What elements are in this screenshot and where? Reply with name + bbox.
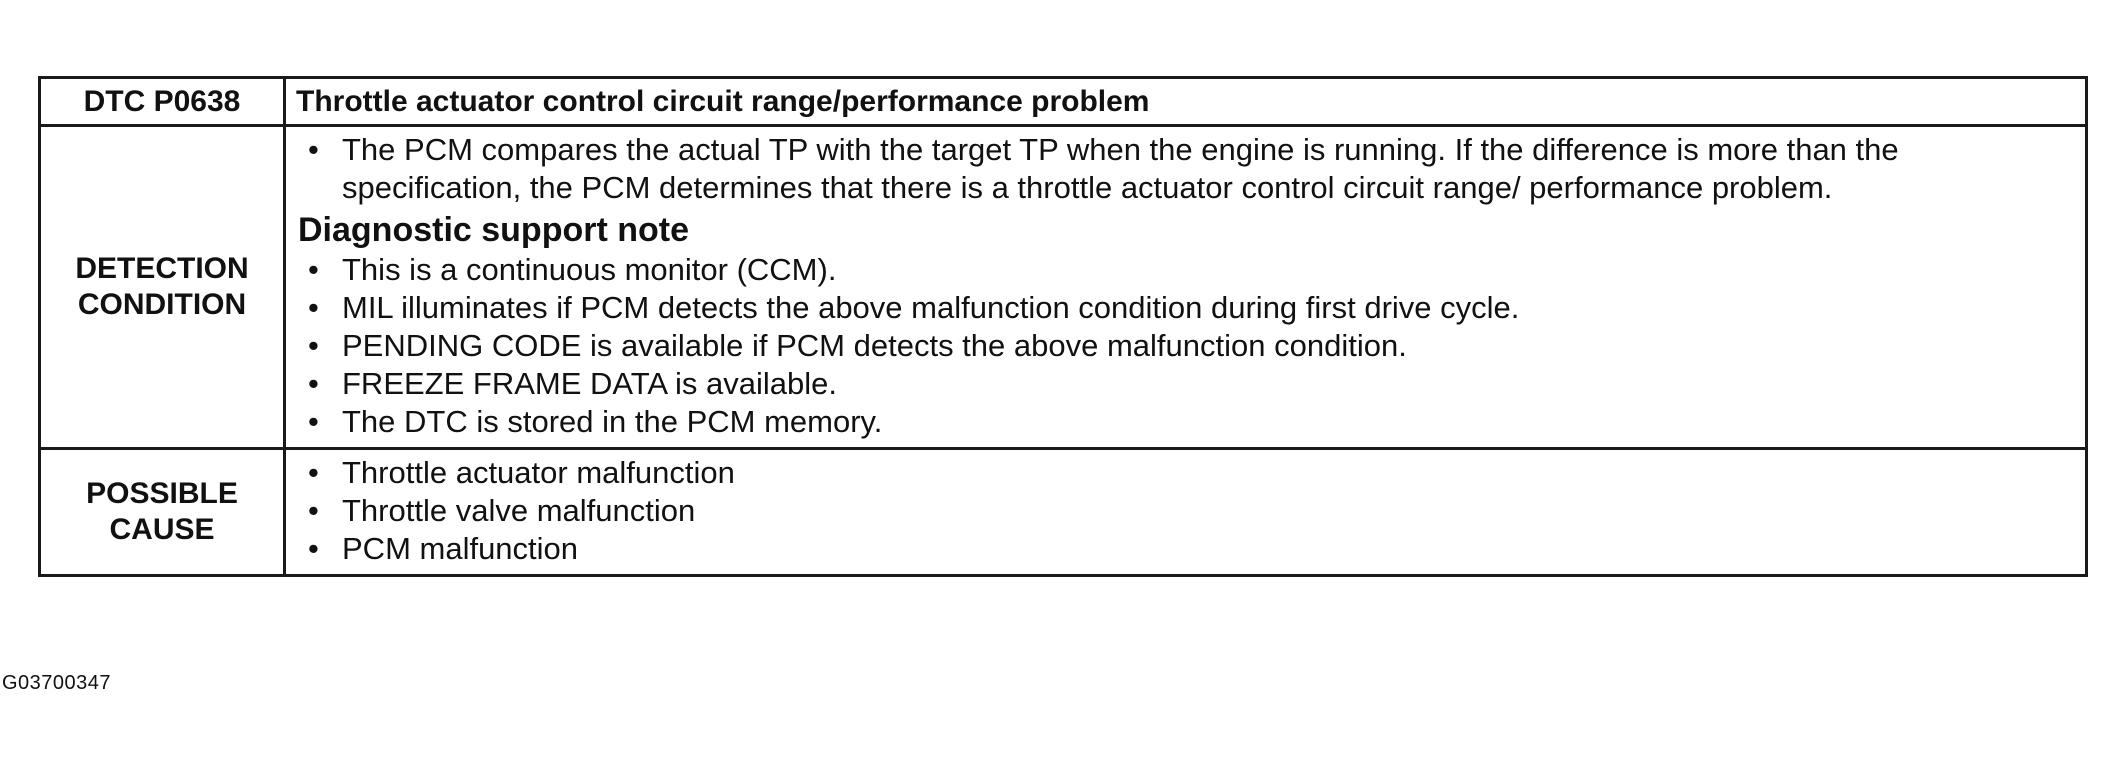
diagnostic-support-list — [298, 251, 2075, 441]
list-item: • Throttle actuator malfunction — [298, 454, 2075, 492]
list-item: • The DTC is stored in the PCM memory. — [298, 403, 2075, 441]
list-item: • MIL illuminates if PCM detects the above malfunction condition during first drive cycle. — [298, 289, 2075, 327]
list-item: • The PCM compares the actual TP with the target TP when the engine is running. If the difference is more than the specification, the PCM determines that there is a throttle actuator control circuit range/ performance problem. — [298, 131, 2075, 207]
diagnostic-support-heading: Diagnostic support note — [298, 211, 689, 249]
detection-row — [40, 126, 2087, 449]
detection-condition-content — [285, 126, 2087, 449]
dtc-title: Throttle actuator control circuit range/performance problem — [285, 78, 2087, 126]
dtc-code: DTC P0638 — [40, 78, 285, 126]
condition-label-line: CONDITION — [77, 288, 247, 321]
dtc-table — [38, 76, 2088, 577]
dtc-header-row — [40, 78, 2087, 126]
list-item: • This is a continuous monitor (CCM). — [298, 251, 2075, 289]
list-item: • FREEZE FRAME DATA is available. — [298, 365, 2075, 403]
possible-cause-content — [285, 449, 2087, 576]
cause-label-line: CAUSE — [109, 513, 215, 546]
possible-cause-row — [40, 449, 2087, 576]
list-item: • PCM malfunction — [298, 530, 2075, 568]
detection-label-line: DETECTION — [75, 252, 249, 285]
figure-id: G03700347 — [2, 672, 112, 694]
list-item: • Throttle valve malfunction — [298, 492, 2075, 530]
list-item: • PENDING CODE is available if PCM detects the above malfunction condition. — [298, 327, 2075, 365]
detection-intro-list — [298, 131, 2075, 207]
possible-cause-list — [298, 454, 2075, 568]
detection-condition-label — [40, 126, 285, 449]
possible-cause-label — [40, 449, 285, 576]
possible-label-line: POSSIBLE — [86, 477, 238, 510]
